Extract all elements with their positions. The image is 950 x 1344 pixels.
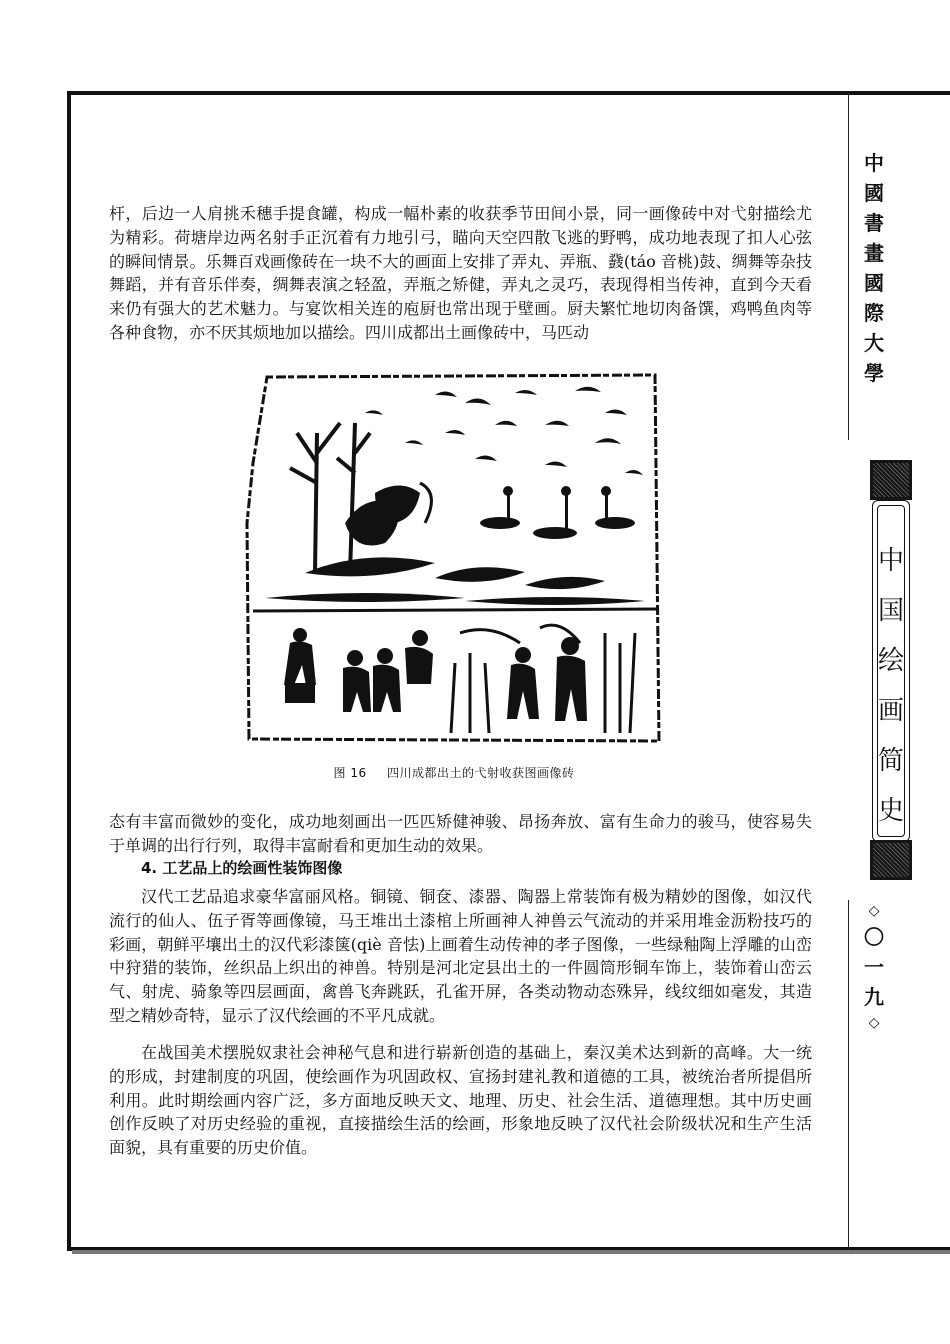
book-title-char: 简 (877, 746, 904, 776)
school-char: 畫 (864, 241, 884, 265)
school-char: 大 (864, 331, 884, 355)
page-number-char: 九 (864, 985, 884, 1009)
book-title-char: 中 (877, 546, 904, 576)
figure-caption (245, 764, 663, 781)
school-char: 國 (864, 271, 884, 295)
school-char: 學 (864, 361, 884, 385)
book-title-char: 绘 (877, 646, 904, 676)
section-heading: 4. 工艺品上的绘画性装饰图像 (141, 859, 343, 877)
brick-rubbing-image (245, 373, 663, 745)
book-title-vertical (870, 536, 912, 836)
book-title-char: 国 (877, 596, 904, 626)
figure-image (245, 373, 663, 745)
page-number-char: 〇 (864, 925, 884, 949)
ornament-band-top (870, 460, 912, 500)
book-title-char: 画 (877, 696, 904, 726)
book-title-box (870, 460, 912, 880)
body-paragraph: 态有丰富而微妙的变化，成功地刻画出一匹匹矫健神骏、昂扬奔放、富有生命力的骏马，使容易失于单调的出行行列，取得丰富耐看和更加生动的效果。 (109, 812, 812, 855)
page-frame-shadow (72, 1250, 950, 1254)
school-char: 中 (864, 151, 884, 175)
sidebar-rule-top (848, 95, 849, 440)
page-number-char: 一 (864, 955, 884, 979)
figure-caption-text: 四川成都出土的弋射收获图画像砖 (386, 766, 575, 780)
body-paragraph: 杆，后边一人肩挑禾穗手提食罐，构成一幅朴素的收获季节田间小景，同一画像砖中对弋射描绘尤为精彩。荷塘岸边两名射手正沉着有力地引弓，瞄向天空四散飞逃的野鸭，成功地表现了扣人心弦的瞬间情景。乐舞百戏画像砖在一块不大的画面上安排了弄丸、弄瓶、鼗(táo 音桃)鼓、绸舞等杂技舞蹈，并有音乐伴奏，绸舞表演之轻盈，弄瓶之矫健，弄丸之灵巧，表现得相当传神，直到今天看来仍有强大的艺术魅力。与宴饮相关连的庖厨也常出现于壁画。厨夫繁忙地切肉备馔，鸡鸭鱼肉等各种食物，亦不厌其烦地加以描绘。四川成都出土画像砖中，马匹动 (109, 204, 812, 342)
diamond-icon: ◇ (868, 1015, 880, 1031)
diamond-icon: ◇ (868, 903, 880, 919)
figure-label: 图 16 (333, 766, 367, 780)
body-paragraph: 汉代工艺品追求豪华富丽风格。铜镜、铜奁、漆器、陶器上常装饰有极为精妙的图像，如汉代流行的仙人、伍子胥等画像镜，马王堆出土漆棺上所画神人神兽云气流动的并采用堆金沥粉技巧的彩画，朝鲜平壤出土的汉代彩漆箧(qiè 音怯)上画着生动传神的孝子图像，一些绿釉陶上浮雕的山峦中狩猎的装饰，丝织品上织出的神兽。特别是河北定县出土的一件圆筒形铜车饰上，装饰着山峦云气、射虎、骑象等四层画面，禽兽飞奔跳跃，孔雀开屏，各类动物动态殊异，线纹细如毫发，其造型之精妙奇特，显示了汉代绘画的不平凡成就。 (109, 887, 812, 1025)
book-title-char: 史 (877, 796, 904, 826)
school-char: 際 (864, 301, 884, 325)
body-paragraph: 在战国美术摆脱奴隶社会神秘气息和进行崭新创造的基础上，秦汉美术达到新的高峰。大一统的形成，封建制度的巩固，使绘画作为巩固政权、宣扬封建礼教和道德的工具，被统治者所提倡所利用。此时期绘画内容广泛，多方面地反映天文、地理、历史、社会生活、道德理想。其中历史画创作反映了对历史经验的重视，直接描绘生活的绘画，形象地反映了汉代社会阶级状况和生产生活面貌，具有重要的历史价值。 (109, 1043, 812, 1158)
ornament-band-bottom (870, 840, 912, 880)
page-number-vertical (858, 900, 890, 1034)
school-char: 書 (864, 211, 884, 235)
sidebar-rule-bottom (848, 900, 849, 1250)
school-char: 國 (864, 181, 884, 205)
school-name-vertical (858, 148, 890, 388)
